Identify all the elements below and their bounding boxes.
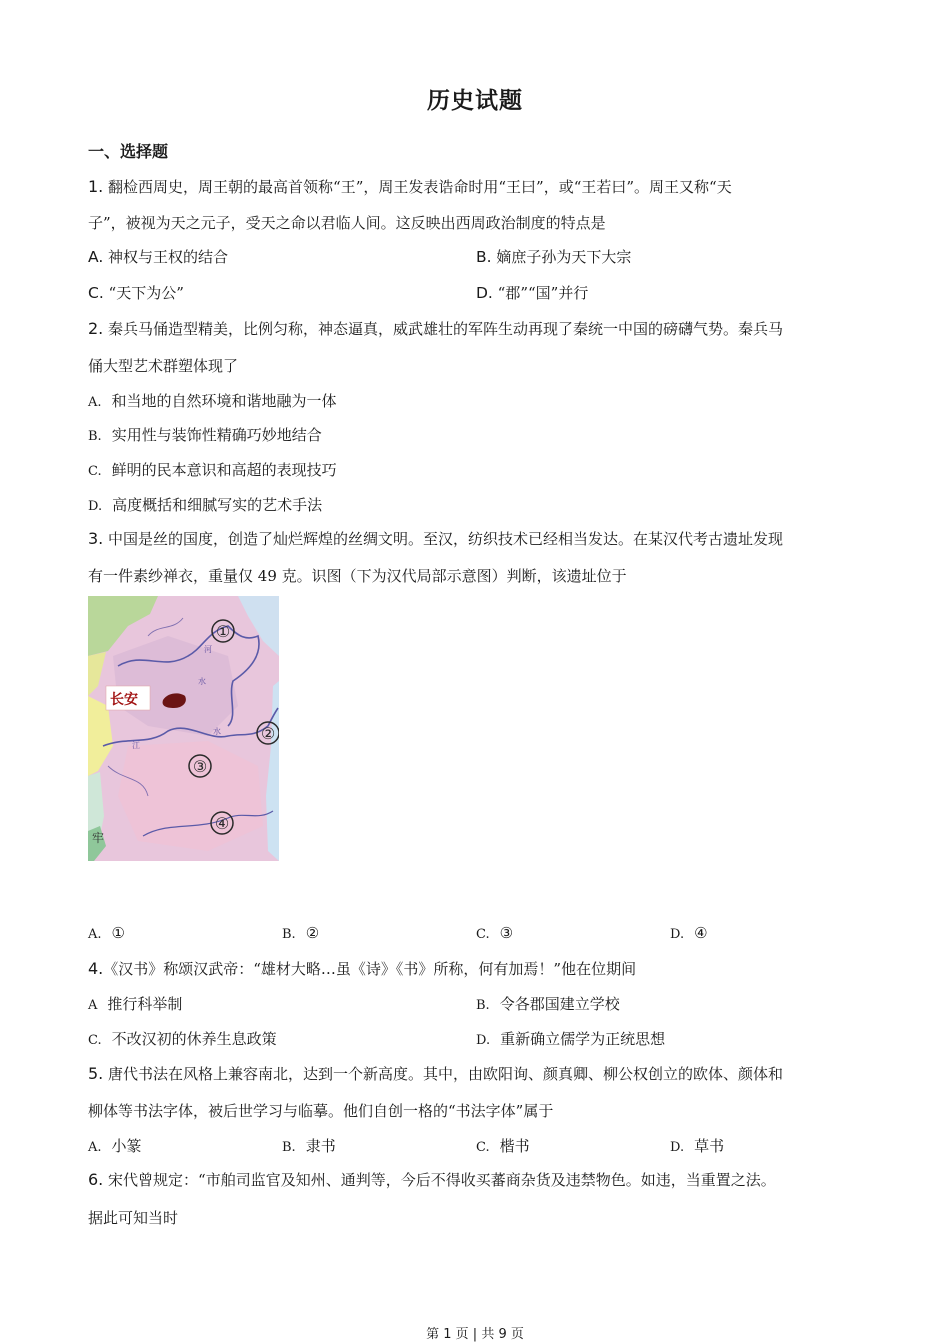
river-label: 水 xyxy=(213,727,221,736)
question-4-option-a: A 推行科举制 xyxy=(88,995,183,1013)
question-3-line-1 xyxy=(88,528,868,549)
question-2-option-b: B. 实用性与装饰性精确巧妙地结合 xyxy=(88,426,322,444)
question-4-text: 《汉书》称颂汉武帝：“雄材大略…虽《诗》《书》所称，何有加焉！”他在位期间 xyxy=(103,960,637,978)
svg-text:④: ④ xyxy=(214,814,230,833)
svg-text:①: ① xyxy=(215,622,231,641)
question-3-option-a: A. ① xyxy=(88,924,125,942)
question-4-option-b: B. 令各郡国建立学校 xyxy=(476,995,620,1013)
question-5-option-c: C. 楷书 xyxy=(476,1137,530,1155)
question-1-option-a: A. 神权与王权的结合 xyxy=(88,248,229,266)
question-1-option-c: C. “天下为公” xyxy=(88,284,184,302)
question-4-number: 4. xyxy=(88,959,104,978)
han-dynasty-map xyxy=(88,596,279,861)
question-6-text: 宋代曾规定：“市舶司监官及知州、通判等，今后不得收买蕃商杂货及违禁物色。如违，当重置之法。 xyxy=(108,1171,776,1189)
question-5-option-a: A. 小篆 xyxy=(88,1137,142,1155)
question-2-option-c: C. 鲜明的民本意识和高超的表现技巧 xyxy=(88,461,337,479)
question-5-option-d: D. 草书 xyxy=(670,1137,725,1155)
question-1-line-1 xyxy=(88,176,868,197)
question-3-line-2: 有一件素纱禅衣，重量仅 49 克。识图（下为汉代局部示意图）判断，该遗址位于 xyxy=(88,567,627,585)
question-5-text: 唐代书法在风格上兼容南北，达到一个新高度。其中，由欧阳询、颜真卿、柳公权创立的欧体、颜体和 xyxy=(108,1065,784,1083)
changan-label: 长安 xyxy=(110,692,138,708)
question-5-number: 5. xyxy=(88,1064,104,1083)
question-6-line-1 xyxy=(88,1169,868,1190)
question-2-option-d: D. 高度概括和细腻写实的艺术手法 xyxy=(88,496,323,514)
question-2-number: 2. xyxy=(88,319,104,338)
question-5-line-1 xyxy=(88,1063,868,1084)
question-3-option-d: D. ④ xyxy=(670,924,708,942)
section-heading: 一、选择题 xyxy=(88,142,169,161)
question-2-text: 秦兵马俑造型精美，比例匀称，神态逼真，威武雄壮的军阵生动再现了秦统一中国的磅礴气势。秦兵马 xyxy=(108,320,784,338)
question-3-option-c: C. ③ xyxy=(476,924,514,942)
page-footer: 第 1 页 | 共 9 页 xyxy=(426,1327,524,1342)
question-2-line-2: 俑大型艺术群塑体现了 xyxy=(88,357,239,375)
page-title: 历史试题 xyxy=(427,88,523,114)
question-2-line-1 xyxy=(88,318,868,339)
question-6-number: 6. xyxy=(88,1170,104,1189)
question-3-number: 3. xyxy=(88,529,104,548)
question-1-text: 翻检西周史，周王朝的最高首领称“王”，周王发表诰命时用“王曰”，或“王若曰”。周王又称“天 xyxy=(108,178,732,196)
question-2-option-a: A. 和当地的自然环境和谐地融为一体 xyxy=(88,392,337,410)
question-4-line-1 xyxy=(88,958,868,979)
question-6-line-2: 据此可知当时 xyxy=(88,1209,179,1227)
river-label: 河 xyxy=(204,645,212,654)
map-edge-text: 牢 xyxy=(92,831,105,845)
question-1-option-b: B. 嫡庶子孙为天下大宗 xyxy=(476,248,632,266)
question-5-line-2: 柳体等书法字体，被后世学习与临摹。他们自创一格的“书法字体”属于 xyxy=(88,1102,554,1120)
river-label: 水 xyxy=(198,677,206,686)
svg-text:③: ③ xyxy=(192,757,208,776)
question-4-option-c: C. 不改汉初的休养生息政策 xyxy=(88,1030,277,1048)
question-1-option-d: D. “郡”“国”并行 xyxy=(476,284,589,302)
question-3-text: 中国是丝的国度，创造了灿烂辉煌的丝绸文明。至汉，纺织技术已经相当发达。在某汉代考古遗址发现 xyxy=(108,530,784,548)
question-1-number: 1. xyxy=(88,177,104,196)
question-3-option-b: B. ② xyxy=(282,924,320,942)
svg-text:②: ② xyxy=(260,724,276,743)
question-5-option-b: B. 隶书 xyxy=(282,1137,336,1155)
river-label: 江 xyxy=(132,741,140,750)
question-4-option-d: D. 重新确立儒学为正统思想 xyxy=(476,1030,666,1048)
question-1-line-2: 子”，被视为天之元子，受天之命以君临人间。这反映出西周政治制度的特点是 xyxy=(88,214,606,232)
